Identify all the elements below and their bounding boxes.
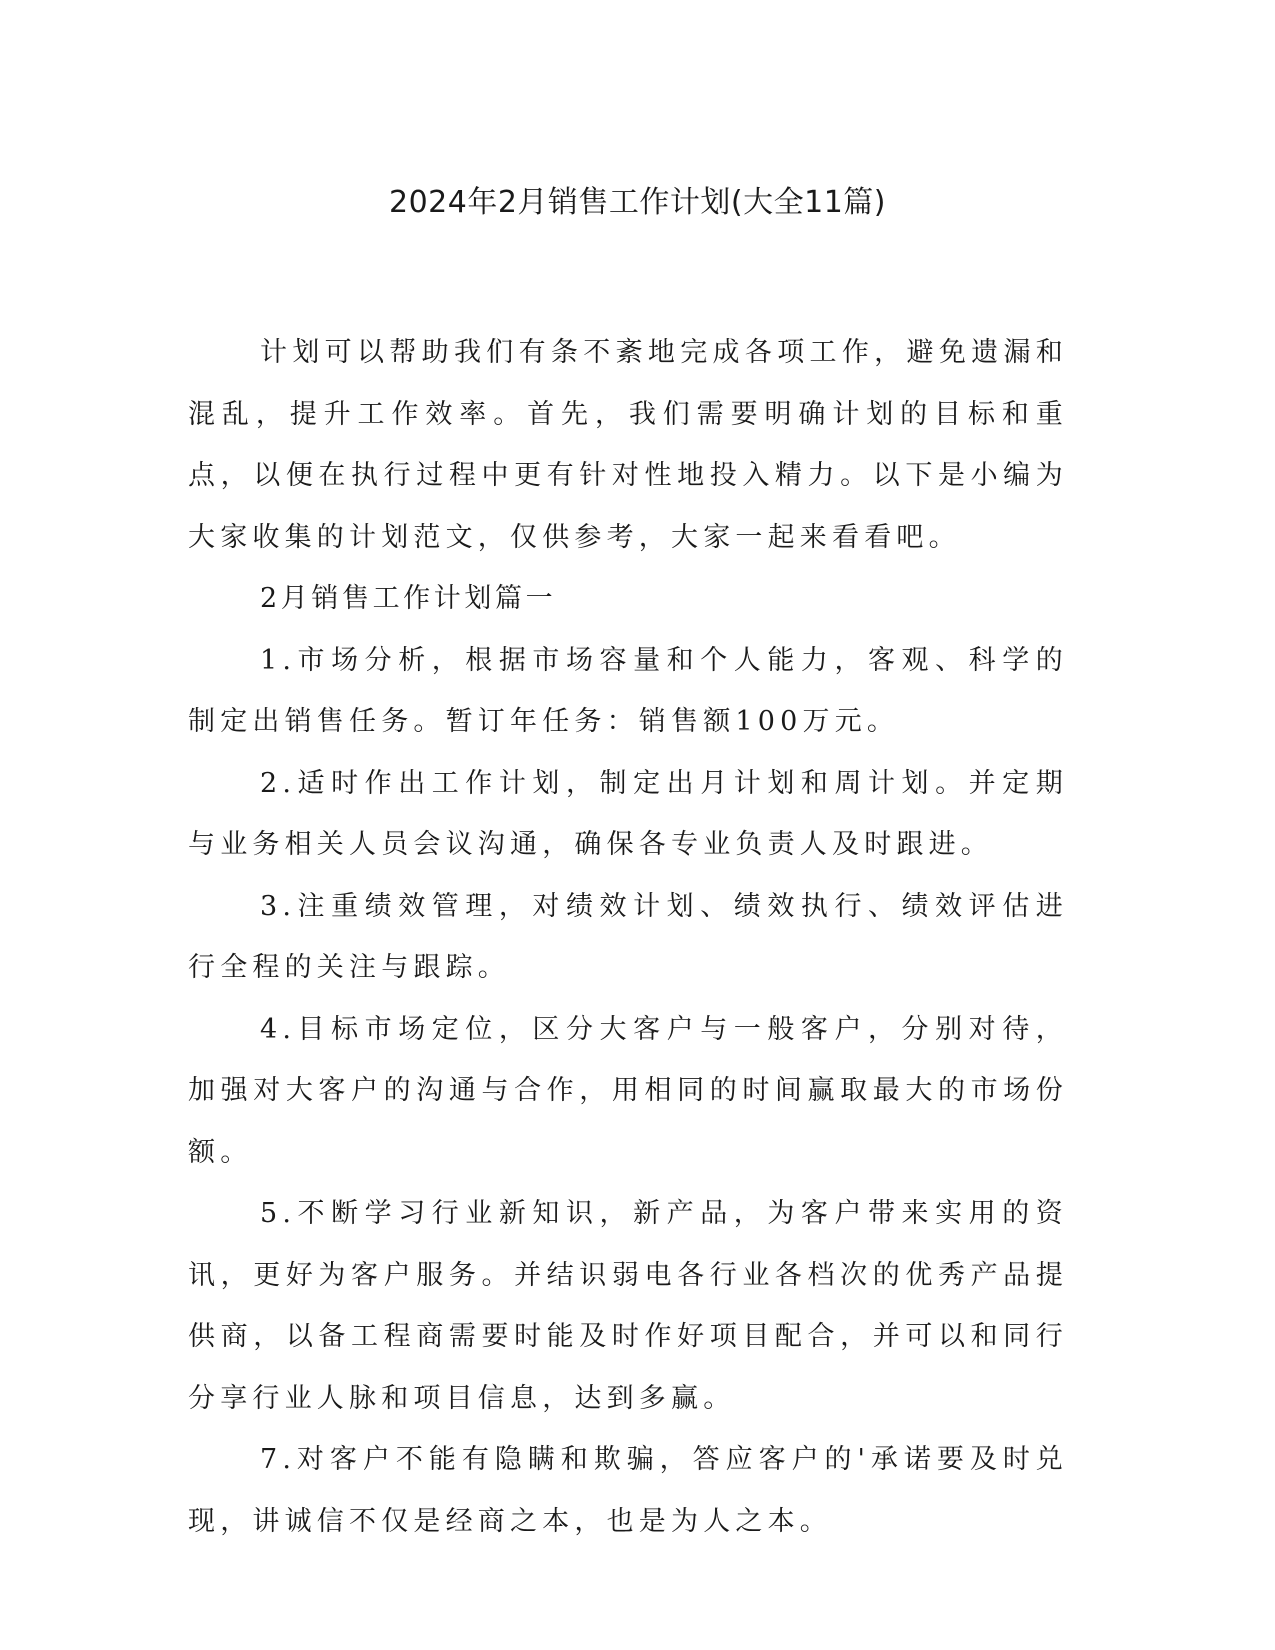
- plan-item-1: 1.市场分析，根据市场容量和个人能力，客观、科学的制定出销售任务。暂订年任务：销售额100万元。: [188, 644, 1068, 737]
- intro-paragraph: 计划可以帮助我们有条不紊地完成各项工作，避免遗漏和混乱，提升工作效率。首先，我们需要明确计划的目标和重点，以便在执行过程中更有针对性地投入精力。以下是小编为大家收集的计划范文，仅供参考，大家一起来看看吧。: [188, 337, 1068, 553]
- plan-item-3: 3.注重绩效管理，对绩效计划、绩效执行、绩效评估进行全程的关注与跟踪。: [188, 890, 1068, 983]
- plan-item-2: 2.适时作出工作计划，制定出月计划和周计划。并定期与业务相关人员会议沟通，确保各专业负责人及时跟进。: [188, 767, 1068, 860]
- plan-item-5: 5.不断学习行业新知识，新产品，为客户带来实用的资讯，更好为客户服务。并结识弱电各行业各档次的优秀产品提供商，以备工程商需要时能及时作好项目配合，并可以和同行分享行业人脉和项目信息，达到多赢。: [188, 1198, 1068, 1414]
- document-title: 2024年2月销售工作计划(大全11篇): [388, 185, 887, 220]
- document-body: [188, 322, 1068, 1552]
- plan-item-4: 4.目标市场定位，区分大客户与一般客户，分别对待，加强对大客户的沟通与合作，用相同的时间赢取最大的市场份额。: [188, 1013, 1068, 1168]
- section-heading: 2月销售工作计划篇一: [260, 583, 557, 614]
- plan-item-7: 7.对客户不能有隐瞒和欺骗，答应客户的'承诺要及时兑现，讲诚信不仅是经商之本，也是为人之本。: [188, 1444, 1068, 1537]
